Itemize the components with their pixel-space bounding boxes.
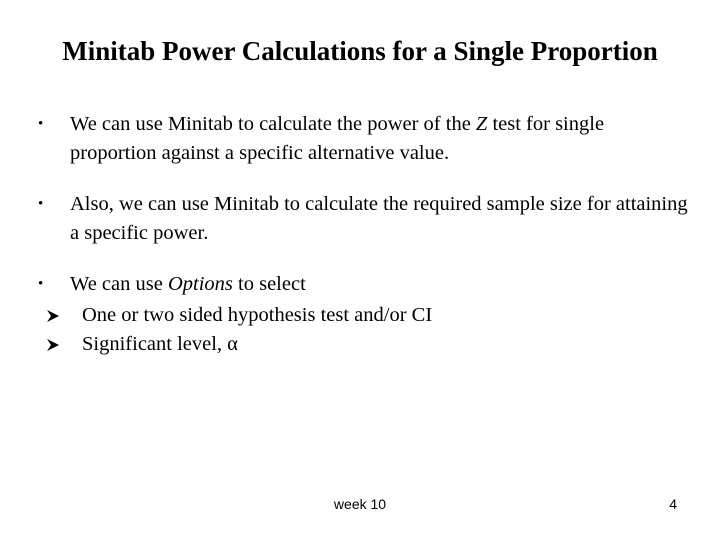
bullet-marker: • (38, 196, 44, 212)
z-symbol: Z (475, 113, 488, 135)
bullet-marker: • (38, 276, 44, 292)
slide-title: Minitab Power Calculations for a Single Proportion (62, 36, 658, 66)
sub-bullet-item (46, 301, 688, 330)
bullet-text: We can use Minitab to calculate the power of the Z test for single proportion against a specific alternative value. (70, 113, 605, 164)
bullet-list (38, 110, 688, 359)
sub-bullet-item (46, 330, 688, 359)
bullet-item-sample-size (38, 190, 688, 248)
bullet-text: Also, we can use Minitab to calculate the required sample size for attaining a specific power. (70, 193, 688, 244)
bullet-item-power (38, 110, 688, 168)
arrow-bullet-icon (46, 309, 60, 323)
bullet-text: We can use Options to select (70, 273, 306, 295)
sub-bullet-text: One or two sided hypothesis test and/or CI (82, 304, 433, 326)
bullet-marker: • (38, 116, 44, 132)
bullet-item-options (38, 270, 688, 299)
sub-bullet-text: Significant level, α (82, 333, 238, 355)
slide-footer (0, 494, 720, 514)
page-number: 4 (669, 496, 677, 512)
arrow-bullet-icon (46, 338, 60, 352)
options-term: Options (167, 273, 233, 295)
sub-bullet-list (38, 301, 688, 359)
footer-week-label: week 10 (333, 496, 387, 512)
